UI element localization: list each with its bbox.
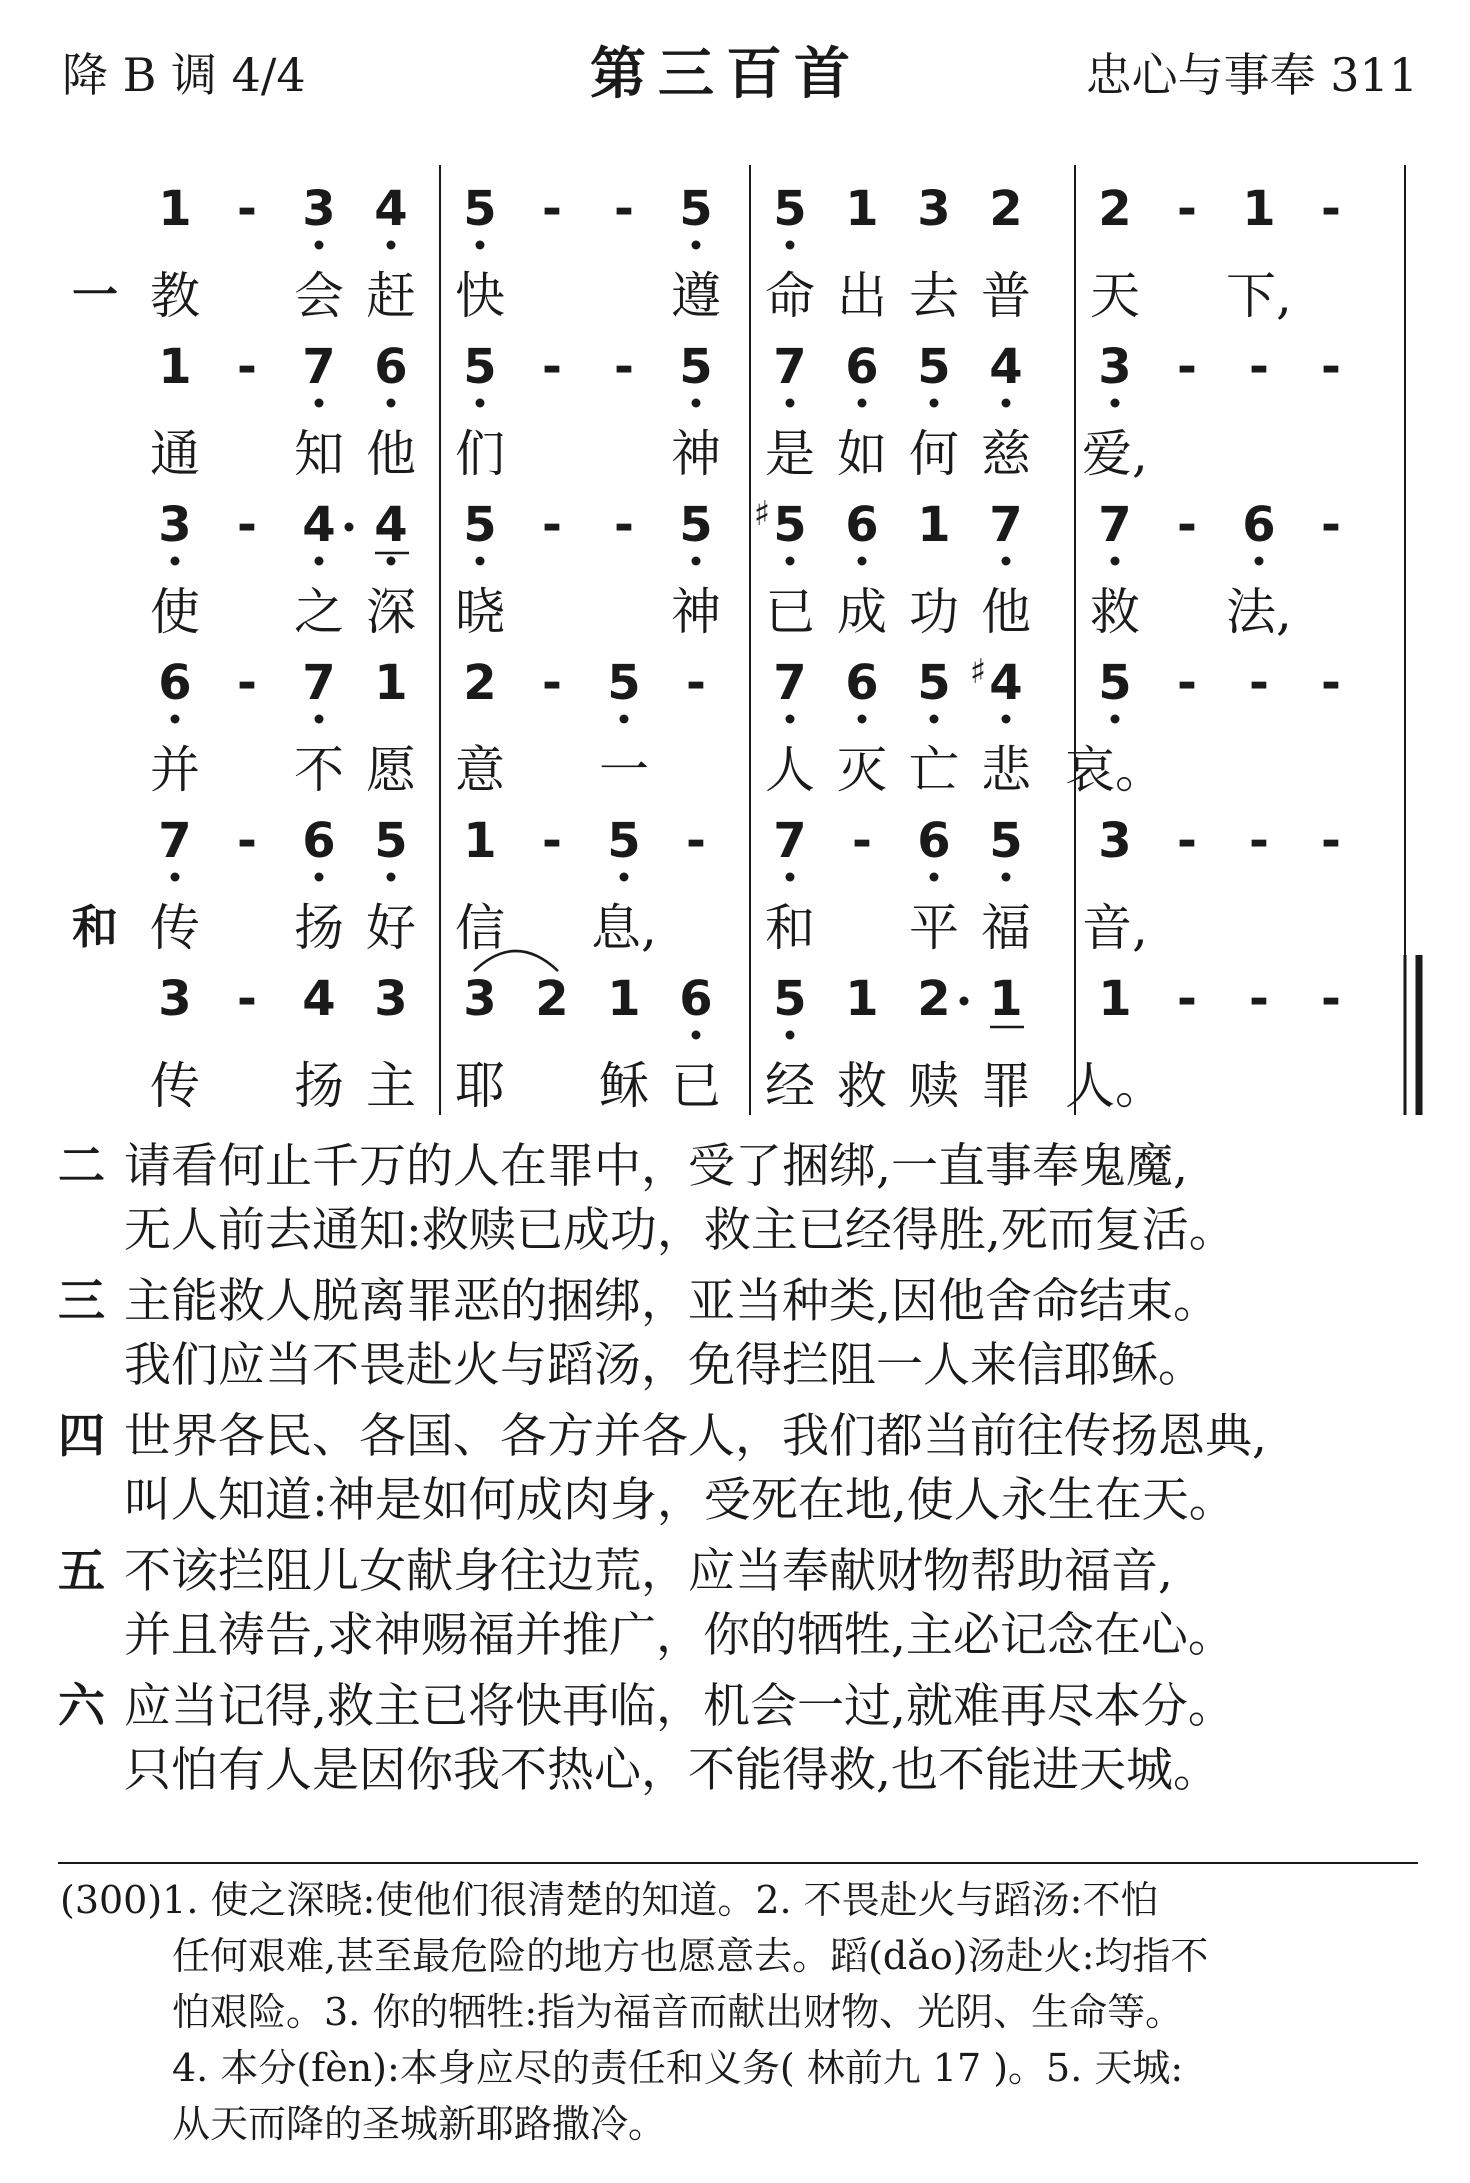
footnote-line: 怕艰险。3. 你的牺牲:指为福音而献出财物、光阴、生命等。: [172, 1990, 1184, 2034]
note: 3: [1098, 339, 1132, 395]
hymn-reference: 忠心与事奉 311: [1085, 48, 1418, 102]
note: 6: [845, 655, 879, 711]
score-system: [150, 951, 1419, 1115]
lyric-syllable: 何: [909, 425, 959, 483]
note: 5: [374, 813, 408, 869]
dash-mark: -: [1321, 181, 1341, 237]
footnote-line: 任何艰难,甚至最危险的地方也愿意去。蹈(dǎo)汤赴火:均指不: [172, 1934, 1209, 1978]
dash-mark: -: [686, 655, 706, 711]
verse-line: 主能救人脱离罪恶的捆绑，亚当种类,因他舍命结束。: [124, 1274, 1220, 1329]
lyric-syllable: 好: [366, 899, 416, 957]
dash-mark: -: [237, 339, 257, 395]
note: 5: [607, 655, 641, 711]
verse-block: [58, 1540, 1448, 1670]
lyric-syllable: 已: [765, 583, 815, 641]
lyric-syllable: 扬: [294, 1057, 344, 1115]
sharp-sign: ♯: [753, 494, 771, 534]
score-system: [150, 481, 1405, 641]
verse-line: 请看何止千万的人在罪中，受了捆绑,一直事奉鬼魔,: [124, 1139, 1188, 1194]
note: 5: [773, 497, 807, 553]
lyric-syllable: 命: [765, 267, 815, 325]
lyric-syllable: 赶: [366, 267, 416, 325]
verse-label: 和: [72, 900, 118, 954]
lyric-syllable: 耶: [455, 1057, 505, 1115]
verse-line: 无人前去通知:救赎已成功，救主已经得胜,死而复活。: [124, 1203, 1236, 1258]
dash-mark: -: [237, 655, 257, 711]
lyric-syllable: 功: [909, 583, 959, 641]
verse-line: 世界各民、各国、各方并各人，我们都当前往传扬恩典,: [124, 1409, 1267, 1464]
lyric-syllable: 主: [366, 1057, 416, 1115]
octave-dot-below: [387, 873, 396, 882]
note: 2: [989, 181, 1023, 237]
footnote-line: (300)1. 使之深晓:使他们很清楚的知道。2. 不畏赴火与蹈汤:不怕: [60, 1878, 1159, 1922]
footnote-line: 4. 本分(fèn):本身应尽的责任和义务( 林前九 17 )。5. 天城:: [172, 2046, 1184, 2090]
octave-dot-below: [387, 557, 396, 566]
octave-dot-below: [858, 715, 867, 724]
note: 6: [1242, 497, 1276, 553]
octave-dot-below: [1002, 873, 1011, 882]
note: 5: [917, 339, 951, 395]
note: 1: [989, 971, 1023, 1027]
lyric-syllable: 罪: [981, 1057, 1031, 1115]
lyric-syllable: 意: [455, 741, 505, 799]
lyric-syllable: 已: [671, 1057, 721, 1115]
dash-mark: -: [1177, 813, 1197, 869]
note: 1: [158, 181, 192, 237]
lyric-syllable: 经: [765, 1057, 815, 1115]
verse-block: [58, 1270, 1448, 1400]
octave-dot-below: [786, 399, 795, 408]
octave-dot-below: [476, 557, 485, 566]
lyric-syllable: 通: [150, 425, 200, 483]
lyric-syllable: 人。: [1065, 1057, 1165, 1115]
lyric-syllable: 教: [150, 267, 200, 325]
verse-line: 不该拦阻儿女献身往边荒，应当奉献财物帮助福音,: [124, 1544, 1173, 1599]
lyric-syllable: 救: [1090, 583, 1140, 641]
note: 7: [302, 655, 336, 711]
note: 1: [845, 181, 879, 237]
lyric-syllable: 扬: [294, 899, 344, 957]
lyric-syllable: 成: [837, 583, 887, 641]
dash-mark: -: [1177, 655, 1197, 711]
dash-mark: -: [1249, 339, 1269, 395]
dash-mark: -: [542, 655, 562, 711]
octave-dot-below: [692, 241, 701, 250]
lyric-syllable: 快: [455, 267, 505, 325]
lyric-syllable: 是: [765, 425, 815, 483]
lyric-syllable: 赎: [909, 1057, 959, 1115]
lyric-syllable: 亡: [909, 741, 959, 799]
dash-mark: -: [1249, 971, 1269, 1027]
dash-mark: -: [237, 971, 257, 1027]
note: 5: [773, 181, 807, 237]
octave-dot-below: [1111, 715, 1120, 724]
note: 7: [773, 813, 807, 869]
octave-dot-below: [620, 873, 629, 882]
octave-dot-below: [858, 399, 867, 408]
dash-mark: -: [852, 813, 872, 869]
octave-dot-below: [1002, 715, 1011, 724]
octave-dot-below: [786, 557, 795, 566]
note: 6: [374, 339, 408, 395]
note: 5: [1098, 655, 1132, 711]
note: 5: [917, 655, 951, 711]
octave-dot-below: [786, 873, 795, 882]
note: 6: [158, 655, 192, 711]
dash-mark: -: [1321, 971, 1341, 1027]
lyric-syllable: 他: [981, 583, 1031, 641]
lyric-syllable: 他: [366, 425, 416, 483]
note: 6: [917, 813, 951, 869]
note: 1: [158, 339, 192, 395]
lyric-syllable: 稣: [599, 1057, 649, 1115]
dash-mark: -: [542, 497, 562, 553]
note: 2: [1098, 181, 1132, 237]
lyric-syllable: 晓: [455, 583, 505, 641]
lyric-syllable: 使: [150, 583, 200, 641]
dash-mark: -: [542, 181, 562, 237]
note: 4: [989, 655, 1023, 711]
note: 1: [1098, 971, 1132, 1027]
verse-line: 我们应当不畏赴火与蹈汤，免得拦阻一人来信耶稣。: [124, 1338, 1205, 1393]
lyric-syllable: 神: [671, 583, 721, 641]
lyric-syllable: 传: [150, 899, 200, 957]
octave-dot-below: [930, 873, 939, 882]
dash-mark: -: [542, 813, 562, 869]
lyric-syllable: 遵: [671, 267, 721, 325]
lyric-syllable: 传: [150, 1057, 200, 1115]
note: 5: [679, 339, 713, 395]
octave-dot-below: [1002, 557, 1011, 566]
note: 4: [302, 971, 336, 1027]
lyric-syllable: 信: [455, 899, 505, 957]
note: 4: [302, 497, 336, 553]
dash-mark: -: [542, 339, 562, 395]
dash-mark: -: [1249, 813, 1269, 869]
lyric-syllable: 一: [599, 741, 649, 799]
note: 3: [158, 971, 192, 1027]
octave-dot-below: [171, 557, 180, 566]
octave-dot-below: [692, 557, 701, 566]
dash-mark: -: [1321, 813, 1341, 869]
verse-number: 五: [58, 1544, 105, 1599]
verse-line: 叫人知道:神是如何成肉身，受死在地,使人永生在天。: [124, 1473, 1236, 1528]
lyric-syllable: 爱,: [1082, 425, 1148, 483]
note: 4: [374, 181, 408, 237]
note: 1: [845, 971, 879, 1027]
lyric-syllable: 和: [765, 899, 815, 957]
octave-dot-below: [476, 241, 485, 250]
dash-mark: -: [1321, 497, 1341, 553]
octave-dot-below: [1111, 557, 1120, 566]
verse-line: 只怕有人是因你我不热心，不能得救,也不能进天城。: [124, 1743, 1220, 1798]
note: 7: [1098, 497, 1132, 553]
lyric-syllable: 法,: [1226, 583, 1292, 641]
hymn-title: 第三百首: [590, 41, 862, 107]
lyric-syllable: 音,: [1082, 899, 1148, 957]
dash-mark: -: [1177, 339, 1197, 395]
octave-dot-below: [315, 715, 324, 724]
octave-dot-below: [171, 715, 180, 724]
dash-mark: -: [614, 181, 634, 237]
lyric-syllable: 悲: [981, 741, 1031, 799]
note: 2: [463, 655, 497, 711]
octave-dot-below: [476, 399, 485, 408]
lyric-syllable: 人: [765, 741, 815, 799]
octave-dot-below: [692, 1031, 701, 1040]
lyric-syllable: 平: [909, 899, 959, 957]
verse-number: 二: [58, 1139, 105, 1194]
dash-mark: -: [1321, 339, 1341, 395]
lyric-syllable: 普: [981, 267, 1031, 325]
note: 6: [845, 497, 879, 553]
octave-dot-below: [930, 399, 939, 408]
lyric-syllable: 哀。: [1065, 741, 1165, 799]
note: 5: [463, 181, 497, 237]
octave-dot-below: [1002, 399, 1011, 408]
octave-dot-below: [692, 399, 701, 408]
lyric-syllable: 不: [294, 741, 344, 799]
lyric-syllable: 并: [150, 741, 200, 799]
verse-block: [58, 1405, 1448, 1535]
note: 4: [374, 497, 408, 553]
score-system: [72, 165, 1405, 325]
lyric-syllable: 知: [294, 425, 344, 483]
note: 5: [679, 181, 713, 237]
note: 5: [607, 813, 641, 869]
augmentation-dot: [345, 523, 354, 532]
note: 7: [158, 813, 192, 869]
note: 1: [1242, 181, 1276, 237]
note: 2: [917, 971, 951, 1027]
lyric-syllable: 慈: [981, 425, 1031, 483]
note: 3: [374, 971, 408, 1027]
lyric-syllable: 救: [837, 1057, 887, 1115]
octave-dot-below: [315, 241, 324, 250]
lyric-syllable: 愿: [366, 741, 416, 799]
note: 3: [1098, 813, 1132, 869]
octave-dot-below: [786, 715, 795, 724]
lyric-syllable: 下,: [1226, 267, 1292, 325]
lyric-syllable: 们: [455, 425, 505, 483]
footnote-divider: [58, 1862, 1418, 1864]
dash-mark: -: [1177, 181, 1197, 237]
note: 1: [463, 813, 497, 869]
score-system: [150, 639, 1405, 799]
note: 3: [463, 971, 497, 1027]
octave-dot-below: [858, 557, 867, 566]
lyric-syllable: 如: [837, 425, 887, 483]
dash-mark: -: [614, 339, 634, 395]
octave-dot-below: [315, 399, 324, 408]
lyric-syllable: 去: [909, 267, 959, 325]
verse-block: [58, 1675, 1448, 1805]
lyric-syllable: 福: [981, 899, 1031, 957]
note: 6: [845, 339, 879, 395]
lyric-syllable: 天: [1090, 267, 1140, 325]
dash-mark: -: [1177, 971, 1197, 1027]
dash-mark: -: [686, 813, 706, 869]
dash-mark: -: [237, 813, 257, 869]
note: 7: [989, 497, 1023, 553]
lyric-syllable: 之: [294, 583, 344, 641]
verse-line: 并且祷告,求神赐福并推广，你的牺牲,主必记念在心。: [124, 1608, 1235, 1663]
score-system: [72, 797, 1405, 957]
octave-dot-below: [786, 1031, 795, 1040]
key-signature: 降 B 调 4/4: [62, 48, 306, 102]
octave-dot-below: [315, 557, 324, 566]
footnote-line: 从天而降的圣城新耶路撒冷。: [172, 2102, 667, 2146]
octave-dot-below: [786, 241, 795, 250]
note: 3: [302, 181, 336, 237]
note: 1: [607, 971, 641, 1027]
lyric-syllable: 深: [366, 583, 416, 641]
score-system: [150, 323, 1405, 483]
augmentation-dot: [960, 997, 969, 1006]
octave-dot-below: [387, 241, 396, 250]
note: 5: [463, 339, 497, 395]
verse-block: [58, 1135, 1448, 1265]
octave-dot-below: [1111, 399, 1120, 408]
octave-dot-below: [930, 715, 939, 724]
note: 5: [773, 971, 807, 1027]
note: 3: [158, 497, 192, 553]
dash-mark: -: [1321, 655, 1341, 711]
note: 1: [917, 497, 951, 553]
octave-dot-below: [387, 399, 396, 408]
octave-dot-below: [315, 873, 324, 882]
dash-mark: -: [237, 497, 257, 553]
note: 6: [679, 971, 713, 1027]
lyric-syllable: 出: [837, 267, 887, 325]
lyric-syllable: 灭: [837, 741, 887, 799]
dash-mark: -: [237, 181, 257, 237]
sharp-sign: ♯: [969, 652, 987, 692]
note: 6: [302, 813, 336, 869]
note: 4: [989, 339, 1023, 395]
octave-dot-below: [620, 715, 629, 724]
note: 1: [374, 655, 408, 711]
dash-mark: -: [1249, 655, 1269, 711]
dash-mark: -: [614, 497, 634, 553]
verse-label: 一: [72, 268, 118, 322]
lyric-syllable: 息,: [591, 899, 657, 957]
octave-dot-below: [171, 873, 180, 882]
note: 7: [773, 339, 807, 395]
octave-dot-below: [1255, 557, 1264, 566]
verse-line: 应当记得,救主已将快再临，机会一过,就难再尽本分。: [124, 1679, 1235, 1734]
dash-mark: -: [1177, 497, 1197, 553]
verse-number: 四: [58, 1409, 105, 1464]
lyric-syllable: 会: [294, 267, 344, 325]
note: 2: [535, 971, 569, 1027]
note: 7: [302, 339, 336, 395]
note: 7: [773, 655, 807, 711]
note: 5: [679, 497, 713, 553]
note: 5: [463, 497, 497, 553]
note: 5: [989, 813, 1023, 869]
verse-number: 六: [58, 1679, 105, 1734]
note: 3: [917, 181, 951, 237]
verse-number: 三: [58, 1274, 105, 1329]
lyric-syllable: 神: [671, 425, 721, 483]
